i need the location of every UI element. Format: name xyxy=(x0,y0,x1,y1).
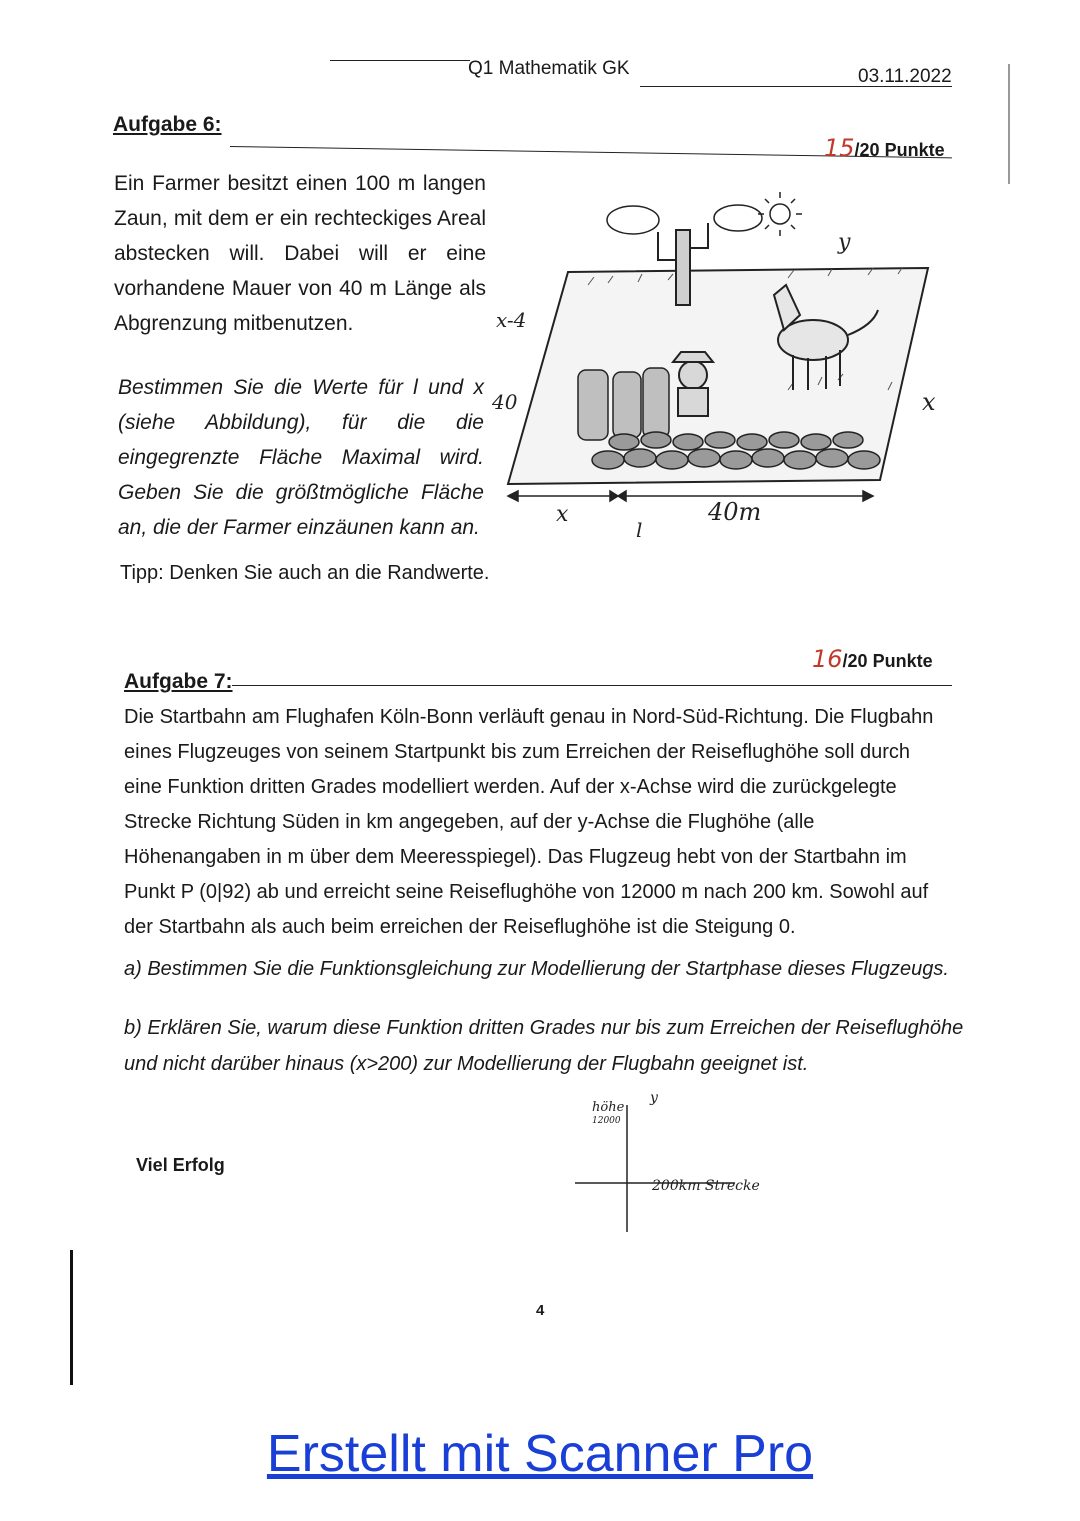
page-number: 4 xyxy=(536,1302,545,1319)
task7-rule xyxy=(232,685,952,686)
label-x-bottom: x xyxy=(556,502,569,527)
closing-text: Viel Erfolg xyxy=(136,1155,225,1175)
sketch-x-label: 200km Strecke xyxy=(652,1178,760,1194)
label-wall-length: 40m xyxy=(708,498,762,526)
label-right-side: x xyxy=(922,388,936,416)
dimension-line xyxy=(508,491,873,501)
coordinate-sketch xyxy=(570,1090,810,1240)
task6-paragraph2: Bestimmen Sie die Werte für l und x (siehe Abbildung), für die die eingegrenzte Fläche Maximal wird. Geben Sie die größtmögliche Fläche an, die der Farmer einzäunen kann an. xyxy=(118,376,484,539)
label-right-top: y xyxy=(838,230,851,255)
scanner-footer-link[interactable]: Erstellt mit Scanner Pro xyxy=(266,1425,814,1483)
task7-question-a: a) Bestimmen Sie die Funktionsgleichung zur Modellierung der Startphase dieses Flugzeugs. xyxy=(124,958,949,980)
task6-heading: Aufgabe 6: xyxy=(113,113,222,136)
task6-paragraph1: Ein Farmer besitzt einen 100 m langen Zaun, mit dem er ein rechteckiges Areal abstecken will. Dabei will er eine vorhandene Mauer von 40 m Länge als Abgrenzung mitbenutzen. xyxy=(114,172,486,335)
task7-paragraph: Die Startbahn am Flughafen Köln-Bonn verläuft genau in Nord-Süd-Richtung. Die Flugbahn eines Flugzeuges von seinem Startpunkt bis zum Erreichen der Reiseflughöhe soll durch eine Funktion dritten Grades modelliert werden. Auf der x-Achse wird die zurückgelegte Strecke Richtung Süden in km angegeben, auf der y-Achse die Flughöhe (alle Höhenangaben in m über dem Meeresspiegel). Das Flugzeug hebt von der Startbahn im Punkt P (0|92) ab und erreicht seine Reiseflughöhe von 12000 m nach 200 km. Sowohl auf der Startbahn als auch beim erreichen der Reiseflughöhe ist die Steigung 0. xyxy=(124,706,934,938)
task6-points: /20 Punkte xyxy=(854,140,945,160)
fence-posts-icon xyxy=(578,368,669,440)
label-left-side: 40 xyxy=(492,390,518,414)
farm-figure xyxy=(488,190,958,550)
header-date: 03.11.2022 xyxy=(858,66,952,87)
task7-score-block xyxy=(812,645,933,673)
sketch-height-value: 12000 xyxy=(592,1116,621,1126)
scan-edge-mark xyxy=(70,1250,73,1385)
header-rule-left xyxy=(330,60,470,61)
task7-heading: Aufgabe 7: xyxy=(124,670,233,693)
task6-score: 15 xyxy=(824,134,855,162)
sketch-height-label: höhe xyxy=(592,1100,625,1115)
task6-tip: Tipp: Denken Sie auch an die Randwerte. xyxy=(120,562,490,584)
sketch-y-label: y xyxy=(650,1090,658,1106)
label-l-bottom: l xyxy=(636,518,643,542)
task6-score-block xyxy=(824,134,945,162)
header-title: Q1 Mathematik GK xyxy=(468,58,630,79)
task7-question-b: b) Erklären Sie, warum diese Funktion dritten Grades nur bis zum Erreichen der Reiseflughöhe und nicht darüber hinaus (x>200) zur Modellierung der Flugbahn geeignet ist. xyxy=(124,1017,964,1075)
task7-score: 16 xyxy=(812,645,843,673)
farm-illustration xyxy=(488,190,958,550)
scan-edge-mark-right xyxy=(1008,64,1010,184)
task7-points: /20 Punkte xyxy=(842,651,933,671)
sun-icon xyxy=(758,192,802,236)
label-left-top: x-4 xyxy=(496,308,527,332)
